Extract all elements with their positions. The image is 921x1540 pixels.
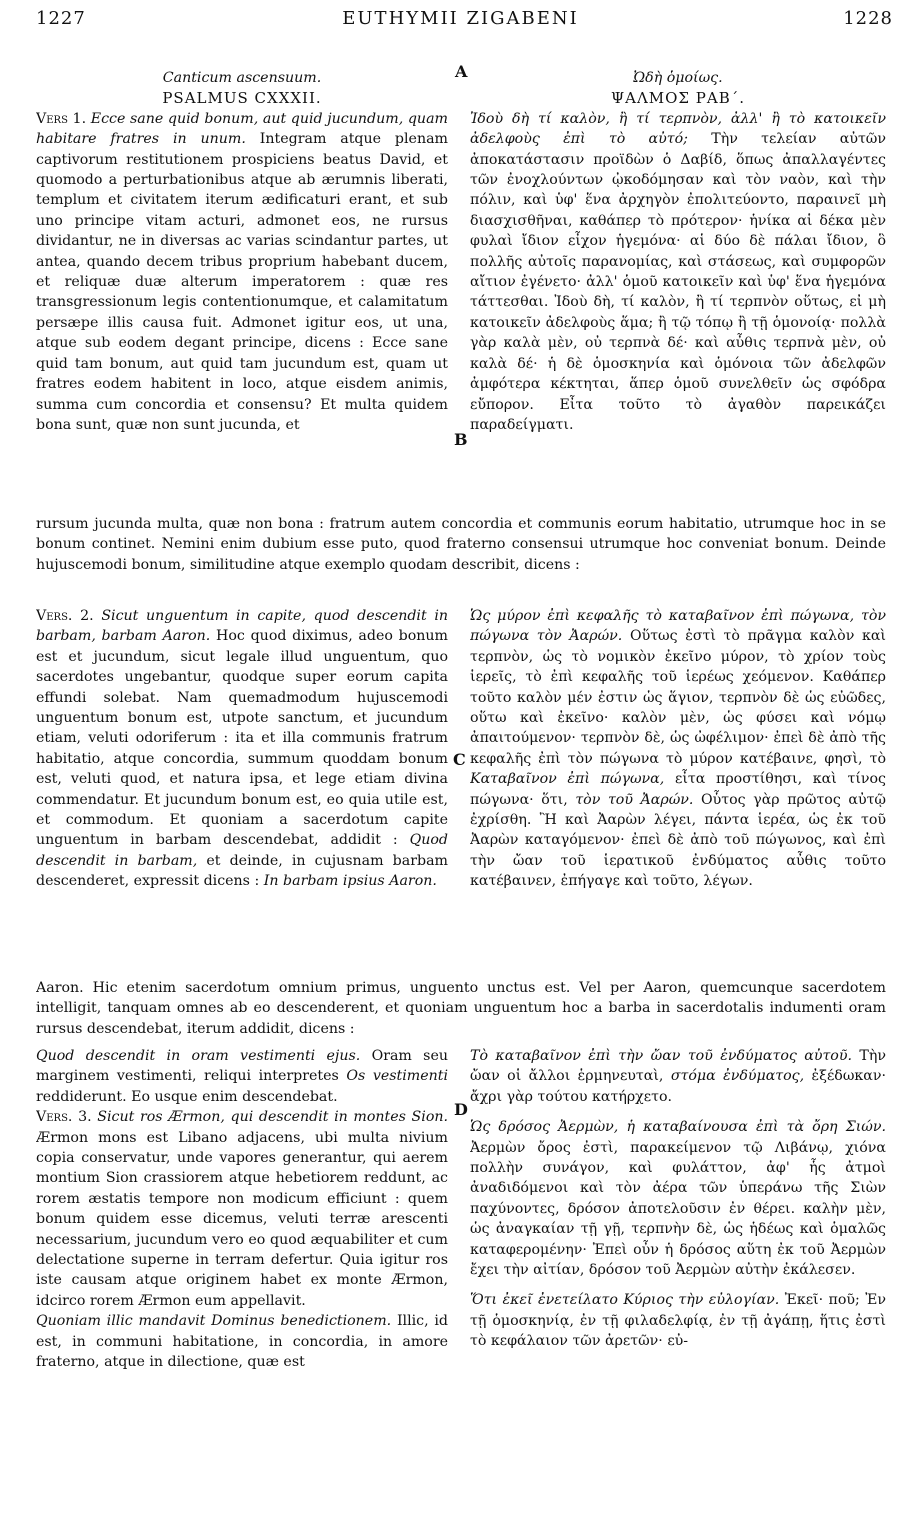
verse-commentary: εἶτα προστίθησι, καὶ τίνος πώγωνα· ὅτι,: [470, 771, 886, 808]
verse-quote: Sicut unguentum in capite, quod descendit in barbam, barbam Aaron.: [36, 608, 448, 645]
verse-commentary: Τὴν ὤαν οἱ ἄλλοι ἑρμηνευταὶ,: [470, 1048, 886, 1085]
verse-quote: Ἰδοὺ δὴ τί καλὸν, ἢ τί τερπνὸν, ἀλλ' ἢ τὸ κατοικεῖν ἀδελφοὺς ἐπὶ τὸ αὐτό;: [470, 110, 886, 148]
passage-text: rursum jucunda multa, quæ non bona : fratrum autem concordia et communis eorum habitatio, utrumque hoc in se bonum continet. Nemini enim dubium esse puto, quod fraterno consensui utrumque hoc conveniat bonum. Deinde hujuscemodi bonum, similitudine atque exemplo quodam describit, dicens :: [36, 516, 886, 573]
latin-verse-3: [36, 1107, 448, 1311]
greek-column-1: [470, 68, 886, 506]
latin-verse-1: [36, 109, 448, 436]
verse-commentary: Τὴν τελείαν αὐτῶν ἀποκατάστασιν προϊδὼν ὁ Δαβίδ, ὅπως ἀπαλλαγέντες τῶν ἐνοχλούντων ᾠκοδόμησαν καὶ τὸν ναὸν, καὶ τὴν πόλιν, καὶ ὑφ' ἕνα ἀρχηγὸν ἐπολιτεύοντο, παραινεῖ μὴ διασχισθῆναι, καθάπερ τὸ πρότερον· ἡνίκα αἱ δέκα μὲν φυλαὶ ἴδιον εἶχον ἡγεμόνα· αἱ δύο δὲ πάλαι ἴδιον, ὃ πολλῆς αὐτοῖς παρανομίας, καὶ στάσεως, καὶ συμφορῶν αἴτιον ἐγένετο· ἀλλ' ὁμοῦ κατοικεῖν καὶ ὑφ' ἕνα ἡγεμόνα τάττεσθαι. Ἰδοὺ δὴ, τί καλὸν, ἢ τί τερπνὸν οὕτως, εἰ μὴ κατοικεῖν ἀδελφοὺς ἅμα; ἢ τῷ τόπῳ ἢ τῇ ὁμονοίᾳ· πολλὰ γὰρ καλὰ μὲν, οὐ τερπνὰ δέ· καὶ αὖθις τερπνὰ μὲν, οὐ καλὰ δέ· ἡ δὲ ὁμοσκηνία καὶ ὁμόνοια τῶν ἀδελφῶν ἀμφότερα κέκτηται, ἅπερ ὁμοῦ συνελθεῖν ὡς σφόδρα εὔπορον. Εἶτα τοῦτο τὸ ἀγαθὸν παρεικάζει παραδείγματι.: [470, 131, 886, 433]
page-number-left: 1227: [36, 8, 86, 29]
verse-quote: Quod descendit in oram vestimenti ejus.: [36, 1048, 361, 1064]
canticum-heading: Canticum ascensuum.: [162, 70, 322, 86]
verse-quote: στόμα ἐνδύματος,: [670, 1068, 805, 1085]
greek-verse-3b: [470, 1290, 886, 1351]
verse-quote: Καταβαῖνον ἐπὶ πώγωνα,: [470, 771, 665, 788]
verse-quote: Ὡς δρόσος Ἀερμὼν, ἡ καταβαίνουσα ἐπὶ τὰ ὄρη Σιών.: [470, 1119, 886, 1136]
verse-quote: Os vestimenti: [346, 1068, 448, 1085]
verse-label: Vers. 2.: [36, 608, 94, 624]
full-width-passage-1: [36, 514, 886, 596]
greek-verse-1: [470, 109, 886, 436]
latin-psalm-heading: PSALMUS CXXXII.: [162, 89, 322, 108]
verse-quote: In barbam ipsius Aaron.: [263, 873, 437, 890]
verse-label: Vers. 3.: [36, 1109, 92, 1126]
verse-label: Vers 1.: [36, 110, 87, 127]
verse-commentary: Ἐκεῖ· ποῦ; Ἐν τῇ ὁμοσκηνίᾳ, ἐν τῇ φιλαδελφίᾳ, ἐν τῇ ἀγάπῃ, ἥτις ἐστὶ τὸ κεφάλαιον τῶν ἀρετῶν· εὐ-: [470, 1292, 886, 1350]
margin-letter-c: C: [453, 750, 466, 769]
verse-quote: Τὸ καταβαῖνον ἐπὶ τὴν ὤαν τοῦ ἐνδύματος αὐτοῦ.: [470, 1048, 852, 1064]
latin-column-2: [36, 606, 448, 976]
verse-commentary: Integram atque plenam captivorum restitutionem prospiciens beatus David, et quomodo a perturbationibus atque ab ærumnis liberati, templum et civitatem iterum ædificaturi erant, et sub uno principe vitam acturi, admonet eos, ne rursus dividantur, ne in diversas ac varias scindantur partes, ut antea, quando decem tribus proprium habebant ducem, et reliquæ duæ alterum imperatorem : quæ res transgressionum legis contentionumque, et calamitatum persæpe illis causa fuit. Admonet igitur eos, ut una, atque sub eodem degant principe, dicens : Ecce sane quid tam bonum, aut quid tam jucundum est, quam ut fratres eodem habitent in loco, atque eisdem animis, summa cum concordia et consensu? Et multa quidem bona sunt, quæ non sunt jucunda, et: [36, 131, 448, 433]
margin-letter-a: A: [455, 62, 468, 81]
verse-quote: Ὡς μύρον ἐπὶ κεφαλῆς τὸ καταβαῖνον ἐπὶ πώγωνα, τὸν πώγωνα τὸν Ἀαρών.: [470, 608, 886, 645]
page-number-right: 1228: [843, 8, 893, 29]
latin-column-3: [36, 1046, 448, 1530]
margin-letter-d: D: [454, 1100, 468, 1119]
greek-psalm-heading: ΨΑΛΜΟΣ ΡΑΒ΄.: [610, 89, 746, 108]
verse-commentary: Ærmon mons est Libano adjacens, ubi multa nivium copia conservatur, unde vapores generantur, qui aerem montium Sion crassiorem atque hebetiorem reddunt, ac rorem æstatis tempore non modicum efficiunt : quem bonum quidem esse dicemus, veluti terræ arescenti necessarium, jucundum vero eo quod æquabiliter et cum delectatione superne in terram defertur. Quia igitur ros iste causam atque originem habet ex monte Ærmon, idcirco rorem Ærmon eum appellavit.: [36, 1129, 448, 1309]
verse-commentary: reddiderunt. Eo usque enim descendebat.: [36, 1088, 338, 1105]
verse-commentary: ἐξέδωκαν· ἄχρι γὰρ τούτου κατήρχετο.: [470, 1068, 886, 1105]
passage-text: Aaron. Hic etenim sacerdotum omnium primus, unguento unctus est. Vel per Aaron, quemcunque sacerdotem intelligit, tanquam omnes ab eo descenderent, et quoniam unguentum hoc a barba in sacerdotalis indumenti oram rursus descendebat, iterum addidit, dicens :: [36, 980, 886, 1037]
verse-commentary: Οὕτως ἐστὶ τὸ πρᾶγμα καλὸν καὶ τερπνὸν, ὡς τὸ νομικὸν ἐκεῖνο μύρον, τὸ χρίον τοὺς ἱερεῖς, τὸ ἐπὶ κεφαλῆς τοῦ ἱερέως χεόμενον. Καθάπερ τοῦτο καλὸν μέν ἐστιν ὡς ἅγιον, τερπνὸν δὲ ὡς εὐῶδες, οὕτω καὶ ἐκεῖνο· καλὸν μὲν, ὡς φύσει καὶ νόμῳ ἀπαιτούμενον· τερπνὸν δὲ, ὡς ὠφέλιμον· ἐπεὶ δὲ ἀπὸ τῆς κεφαλῆς ἐπὶ τὸν πώγωνα τὸ μύρον κατέβαινε, φησὶ, τὸ: [470, 628, 886, 767]
greek-verse-3: [470, 1117, 886, 1280]
greek-verse-2: [470, 606, 886, 892]
greek-column-3: [470, 1046, 886, 1530]
verse-commentary: Oram seu marginem vestimenti, reliqui interpretes: [36, 1048, 448, 1085]
greek-verse-2b: [470, 1046, 886, 1107]
latin-verse-2b: [36, 1046, 448, 1107]
verse-quote: Quod descendit in barbam,: [36, 832, 448, 869]
verse-quote: Ecce sane quid bonum, aut quid jucundum, quam habitare fratres in unum.: [36, 110, 448, 148]
verse-quote: τὸν τοῦ Ἀαρών.: [575, 791, 694, 808]
margin-letter-b: B: [454, 430, 468, 449]
verse-commentary: Illic, id est, in communi habitatione, in concordia, in amore fraterno, atque in dilectione, quæ est: [36, 1313, 448, 1371]
verse-quote: Quoniam illic mandavit Dominus benedictionem.: [36, 1313, 392, 1330]
verse-commentary: Ἀερμὼν ὄρος ἐστὶ, παρακείμενον τῷ Λιβάνῳ, χιόνα πολλὴν συνάγον, καὶ φυλάττον, ἀφ' ἧς ἀτμοὶ ἀναδιδόμενοι καὶ τὸν ἀέρα τῶν ὑπεράνω τῆς Σιὼν παχύνοντες, δρόσον ἀποτελοῦσιν ἐν θέρει. καλὴν μὲν, ὡς ἀναγκαίαν τῇ γῇ, τερπνὴν δὲ, ὡς ἡδέως καὶ ὁμαλῶς καταφερομένην· Ἐπεὶ οὖν ἡ δρόσος αὕτη ἐκ τοῦ Ἀερμὼν ἔχει τὴν αἰτίαν, δρόσον τοῦ Ἀερμὼν αὐτὴν ἐκάλεσεν.: [470, 1139, 886, 1279]
verse-quote: Sicut ros Ærmon, qui descendit in montes Sion.: [97, 1109, 448, 1126]
greek-column-2: [470, 606, 886, 976]
verse-quote: Ὅτι ἐκεῖ ἐνετείλατο Κύριος τὴν εὐλογίαν.: [470, 1292, 780, 1309]
running-title: EUTHYMII ZIGABENI: [342, 8, 579, 29]
latin-verse-3b: [36, 1311, 448, 1372]
latin-column-1: [36, 68, 448, 506]
verse-commentary: et deinde, in cujusnam barbam descenderet, expressit dicens :: [36, 852, 448, 890]
verse-commentary: Οὗτος γὰρ πρῶτος αὐτῷ ἐχρίσθη. Ἢ καὶ Ἀαρὼν λέγει, πάντα ἱερέα, ὡς ἐκ τοῦ Ἀαρὼν καταγόμενον· ἐπεὶ δὲ ἀπὸ τοῦ πώγωνος, καὶ ἐπὶ τὴν ὤαν τοῦ ἱερατικοῦ ἐνδύματος αὖθις τοῦτο κατέβαινεν, ἐπήγαγε καὶ τοῦτο, λέγων.: [470, 791, 886, 890]
ode-heading: Ὠδὴ ὁμοίως.: [633, 70, 723, 86]
full-width-passage-2: [36, 978, 886, 1040]
verse-commentary: Hoc quod diximus, adeo bonum est et jucundum, sicut legale illud unguentum, quo sacerdotes ungebantur, quodque super eorum capita effundi solebat. Nam quemadmodum hujuscemodi unguentum bonum est, utpote sanctum, et jucundum etiam, veluti odoriferum : ita et illa communis fratrum habitatio, atque concordia, summum quoddam bonum est, veluti quod, et natura ipsa, et lege etiam divina commendatur. Et jucundum bonum est, eo quia utile est, et commodum. Et quoniam a sacerdotum capite unguentum in barbam descendebat, addidit :: [36, 628, 448, 849]
latin-verse-2: [36, 606, 448, 892]
